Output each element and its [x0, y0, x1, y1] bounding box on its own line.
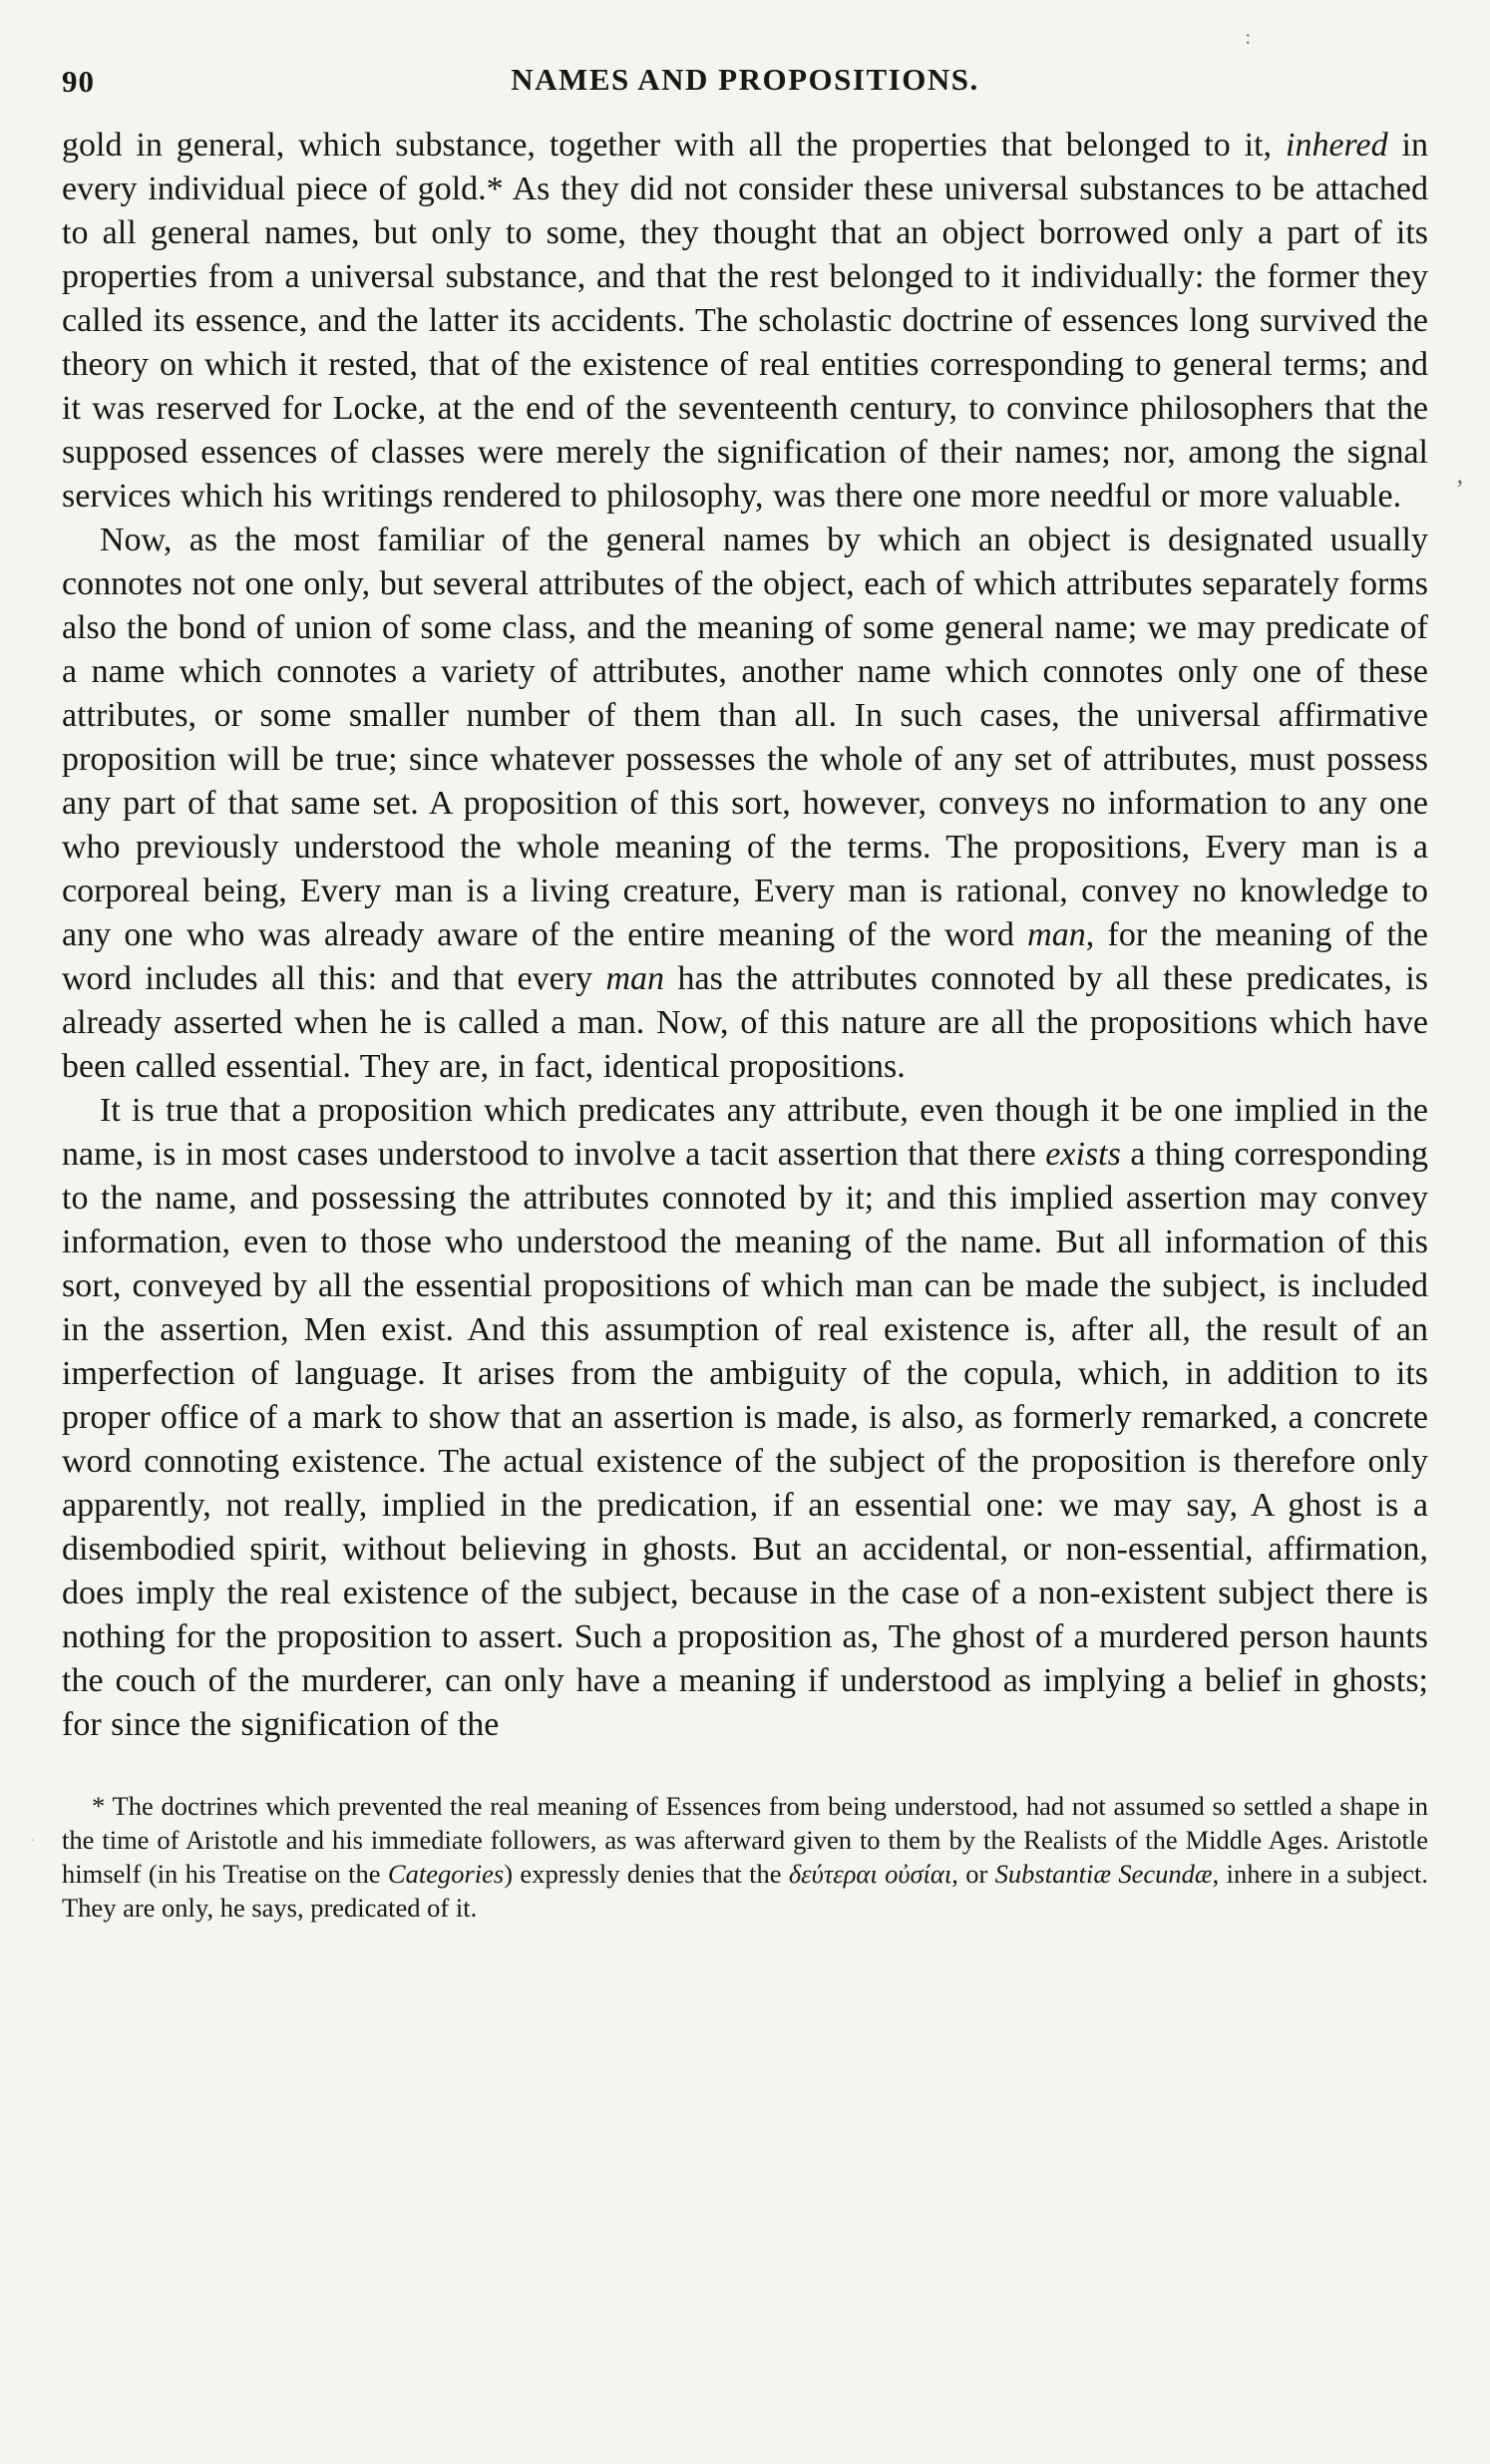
scan-artifact: · [30, 1834, 35, 1849]
italic-text-run: man [605, 960, 665, 997]
text-run: , for the meaning of the word includes all this: and that every [62, 916, 1428, 997]
italic-text-run: δεύτεραι οὐσίαι [788, 1859, 952, 1889]
text-run: has the attributes connoted by all these predicates, is already asserted when he is called a man. Now, of this nature are all the propositions which have been called essential. They are, in fact, identical propositions. [62, 960, 1428, 1085]
paragraph [62, 519, 1428, 1089]
body-paragraphs [62, 124, 1428, 1747]
italic-text-run: exists [1045, 1136, 1121, 1173]
italic-text-run: inhered [1286, 127, 1388, 164]
footnote-text [62, 1789, 1428, 1925]
italic-text-run: Categories [387, 1859, 505, 1889]
text-run: , or [951, 1859, 995, 1889]
running-header: NAMES AND PROPOSITIONS. [511, 62, 979, 97]
text-run: a thing corresponding to the name, and possessing the attributes connoted by it; and this implied assertion may convey information, even to those who understood the meaning of the name. But all information of this sort, conveyed by all the essential propositions of which man can be made the subject, is included in the assertion, Men exist. And this assumption of real existence is, after all, the result of an imperfection of language. It arises from the ambiguity of the copula, which, in addition to its proper office of a mark to show that an assertion is made, is also, as formerly remarked, a concrete word connoting existence. The actual existence of the subject of the proposition is therefore only apparently, not really, implied in the predication, if an essential one: we may say, A ghost is a disembodied spirit, without believing in ghosts. But an accidental, or non-essential, affirmation, does imply the real existence of the subject, because in the case of a non-existent subject there is nothing for the proposition to assert. Such a proposition as, The ghost of a murdered person haunts the couch of the murderer, can only have a meaning if understood as implying a belief in ghosts; for since the signification of the [62, 1136, 1428, 1743]
text-run: It is true that a proposition which predicates any attribute, even though it be one implied in the name, is in most cases understood to involve a tacit assertion that there [62, 1092, 1428, 1173]
text-run: ) expressly denies that the [504, 1859, 789, 1889]
scan-artifact: : [1245, 27, 1251, 49]
paragraph [62, 1089, 1428, 1747]
text-run: in every individual piece of gold.* As they did not consider these universal substances to be attached to all general names, but only to some, they thought that an object borrowed only a part of its properties from a universal substance, and that the rest belonged to it individually: the former they called its essence, and the latter its accidents. The scholastic doctrine of essences long survived the theory on which it rested, that of the existence of real entities corresponding to general terms; and it was reserved for Locke, at the end of the seventeenth century, to convince philosophers that the supposed essences of classes were merely the signification of their names; nor, among the signal services which his writings rendered to philosophy, was there one more needful or more valuable. [62, 127, 1428, 515]
text-run: Now, as the most familiar of the general names by which an object is designated usually connotes not one only, but several attributes of the object, each of which attributes separately forms also the bond of union of some class, and the meaning of some general name; we may predicate of a name which connotes a variety of attributes, another name which connotes only one of these attributes, or some smaller number of them than all. In such cases, the universal affirmative proposition will be true; since whatever possesses the whole of any set of attributes, must possess any part of that same set. A proposition of this sort, however, conveys no information to any one who previously understood the whole meaning of the terms. The propositions, Every man is a corporeal being, Every man is a living creature, Every man is rational, convey no knowledge to any one who was already aware of the entire meaning of the word [62, 522, 1428, 953]
text-run: * The doctrines which prevented the real meaning of Essences from being understood, had not assumed so settled a shape in the time of Aristotle and his immediate followers, as was afterward given to them by the Realists of the Middle Ages. Aristotle himself (in his Treatise on the [62, 1791, 1428, 1889]
italic-text-run: man [1027, 916, 1086, 953]
footnote [62, 1789, 1428, 1925]
text-run: , inhere in a subject. They are only, he says, predicated of it. [62, 1859, 1428, 1923]
italic-text-run: Substantiæ Secundæ [994, 1859, 1213, 1889]
page-header [62, 60, 1428, 104]
scan-artifact: ’ [1455, 475, 1464, 504]
text-run: gold in general, which substance, together with all the properties that belonged to it, [62, 127, 1286, 164]
page-number: 90 [62, 64, 95, 99]
paragraph [62, 124, 1428, 519]
